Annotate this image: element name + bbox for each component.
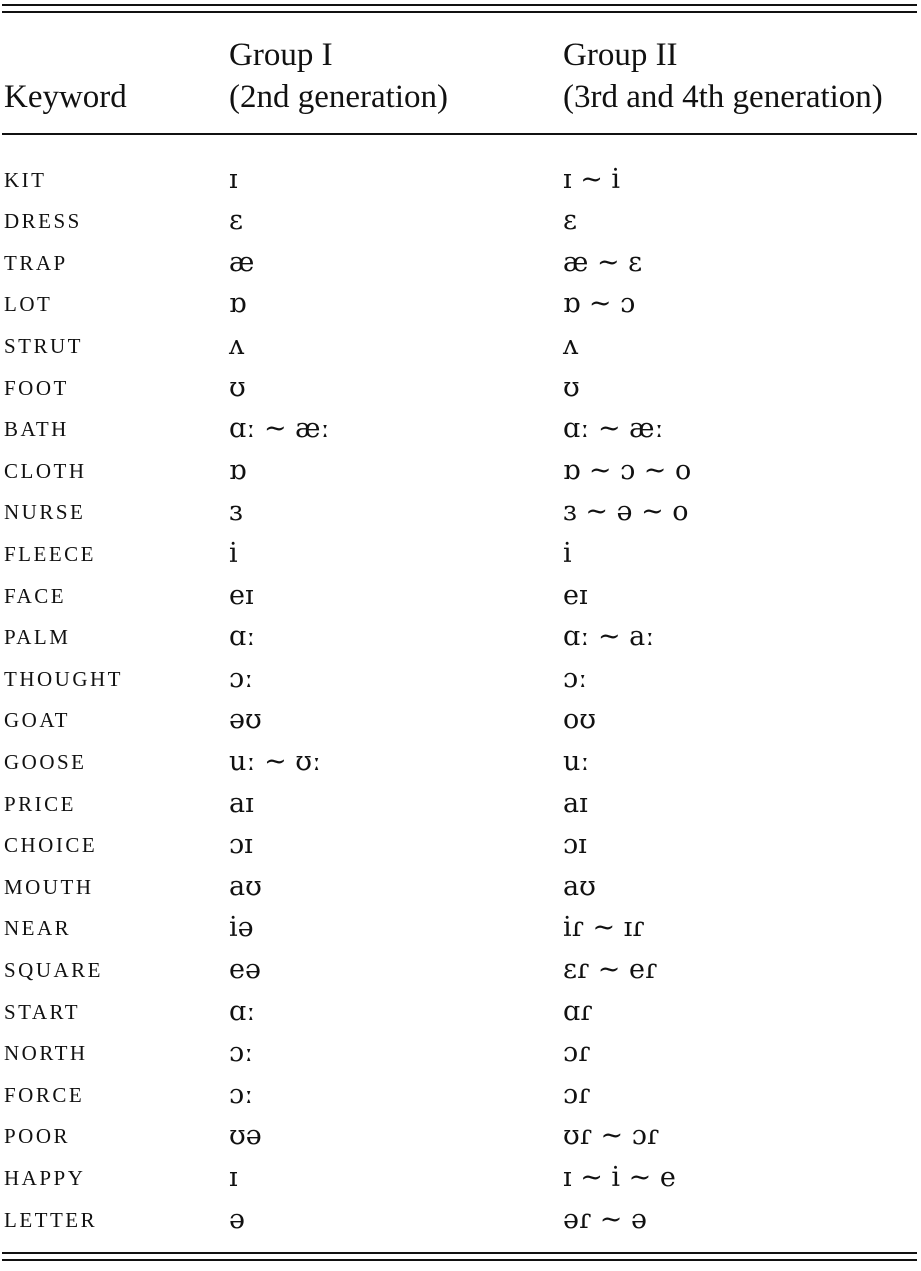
keyword-cell: GOOSE: [4, 749, 87, 774]
group-2-cell: ʊ: [563, 371, 580, 403]
group-2-cell: ɪ ~ i ~ e: [563, 1161, 676, 1193]
group-2-cell: ɔɪ: [563, 829, 587, 861]
keyword-cell: NORTH: [4, 1041, 88, 1066]
group-2-cell: ɑɾ: [563, 995, 593, 1027]
keyword-cell: STRUT: [4, 333, 84, 358]
table-row: [0, 410, 921, 452]
bottom-rule-1: [2, 1252, 917, 1254]
group-1-cell: ɜ: [229, 496, 243, 528]
table-row: [0, 784, 921, 826]
header-group-2: Group II (3rd and 4th generation): [563, 37, 883, 115]
group-2-cell: əɾ ~ ə: [563, 1203, 647, 1235]
keyword-cell: BATH: [4, 417, 69, 442]
group-2-cell: ɛɾ ~ eɾ: [563, 953, 658, 985]
keyword-cell: TRAP: [4, 250, 68, 275]
keyword-cell: MOUTH: [4, 874, 94, 899]
table-row: [0, 618, 921, 660]
keyword-cell: START: [4, 999, 81, 1024]
keyword-cell: FLEECE: [4, 541, 96, 566]
keyword-cell: LOT: [4, 292, 53, 317]
group-2-cell: ɔɾ: [563, 1078, 591, 1110]
keyword-cell: THOUGHT: [4, 666, 123, 691]
table-row: [0, 826, 921, 868]
keyword-cell: CHOICE: [4, 833, 98, 858]
group-2-cell: ɒ ~ ɔ: [563, 288, 636, 320]
header-rule: [2, 133, 917, 135]
group-1-cell: ɔː: [229, 1037, 254, 1069]
group-1-cell: ɔː: [229, 662, 254, 694]
top-rule-1: [2, 4, 917, 6]
group-1-cell: aʊ: [229, 870, 262, 902]
group-1-cell: ɑː: [229, 995, 256, 1027]
table-row: [0, 534, 921, 576]
table-row: [0, 1034, 921, 1076]
table-row: [0, 285, 921, 327]
group-1-cell: ɑː: [229, 621, 256, 653]
table-row: [0, 1158, 921, 1200]
table-row: [0, 659, 921, 701]
table-row: [0, 160, 921, 202]
group-2-cell: ɒ ~ ɔ ~ o: [563, 454, 692, 486]
table-row: [0, 909, 921, 951]
table-row: [0, 451, 921, 493]
table-row: [0, 867, 921, 909]
table-row: [0, 326, 921, 368]
group-2-cell: ʊɾ ~ ɔɾ: [563, 1120, 660, 1152]
header-group-1: Group I (2nd generation): [229, 37, 448, 115]
group-1-cell: aɪ: [229, 787, 254, 819]
group-1-cell: ʊə: [229, 1120, 262, 1152]
group-1-cell: eə: [229, 953, 261, 985]
group-1-cell: ɒ: [229, 288, 247, 320]
table-row: [0, 742, 921, 784]
top-rule-2: [2, 11, 917, 13]
table-row: [0, 368, 921, 410]
keyword-cell: POOR: [4, 1124, 71, 1149]
group-2-cell: i: [563, 537, 572, 569]
keyword-cell: LETTER: [4, 1207, 98, 1232]
group-2-cell: ɑː ~ æː: [563, 413, 664, 445]
group-2-cell: iɾ ~ ɪɾ: [563, 912, 645, 944]
group-2-cell: uː: [563, 745, 590, 777]
group-1-cell: i: [229, 537, 238, 569]
group-2-cell: ɑː ~ aː: [563, 621, 655, 653]
group-1-cell: ɑː ~ æː: [229, 413, 330, 445]
group-1-cell: ɛ: [229, 205, 243, 237]
group-1-cell: ʌ: [229, 329, 245, 361]
group-1-cell: ɔː: [229, 1078, 254, 1110]
group-2-cell: ɜ ~ ə ~ o: [563, 496, 689, 528]
group-2-cell: aʊ: [563, 870, 596, 902]
group-1-cell: uː ~ ʊː: [229, 745, 322, 777]
bottom-rule-2: [2, 1259, 917, 1261]
keyword-cell: SQUARE: [4, 957, 104, 982]
group-2-cell: ɪ ~ i: [563, 163, 621, 195]
keyword-cell: NEAR: [4, 916, 72, 941]
keyword-cell: FACE: [4, 583, 67, 608]
keyword-cell: FORCE: [4, 1082, 85, 1107]
table-row: [0, 1117, 921, 1159]
group-2-cell: æ ~ ɛ: [563, 246, 643, 278]
keyword-cell: HAPPY: [4, 1165, 86, 1190]
table-row: [0, 243, 921, 285]
table-row: [0, 701, 921, 743]
keyword-cell: DRESS: [4, 209, 82, 234]
group-2-cell: ɛ: [563, 205, 577, 237]
group-1-cell: əʊ: [229, 704, 262, 736]
keyword-cell: CLOTH: [4, 458, 87, 483]
table-row: [0, 1200, 921, 1242]
table-row: [0, 950, 921, 992]
keyword-cell: NURSE: [4, 500, 86, 525]
group-1-cell: eɪ: [229, 579, 254, 611]
group-2-cell: aɪ: [563, 787, 588, 819]
group-1-cell: ɔɪ: [229, 829, 253, 861]
table-row: [0, 1075, 921, 1117]
group-1-cell: iə: [229, 912, 254, 944]
group-1-cell: ɪ: [229, 1161, 238, 1193]
group-1-cell: ə: [229, 1203, 245, 1235]
keyword-cell: GOAT: [4, 708, 70, 733]
group-2-cell: oʊ: [563, 704, 596, 736]
table-row: [0, 992, 921, 1034]
group-2-cell: ʌ: [563, 329, 579, 361]
group-1-cell: ɪ: [229, 163, 238, 195]
group-2-cell: eɪ: [563, 579, 588, 611]
table-row: [0, 576, 921, 618]
table-row: [0, 493, 921, 535]
group-1-cell: ʊ: [229, 371, 246, 403]
keyword-cell: FOOT: [4, 375, 69, 400]
group-2-cell: ɔɾ: [563, 1037, 591, 1069]
header-keyword: Keyword: [4, 79, 127, 115]
keyword-cell: PRICE: [4, 791, 77, 816]
group-2-cell: ɔː: [563, 662, 588, 694]
keyword-cell: PALM: [4, 625, 71, 650]
group-1-cell: ɒ: [229, 454, 247, 486]
group-1-cell: æ: [229, 246, 255, 278]
table-row: [0, 202, 921, 244]
keyword-cell: KIT: [4, 167, 47, 192]
